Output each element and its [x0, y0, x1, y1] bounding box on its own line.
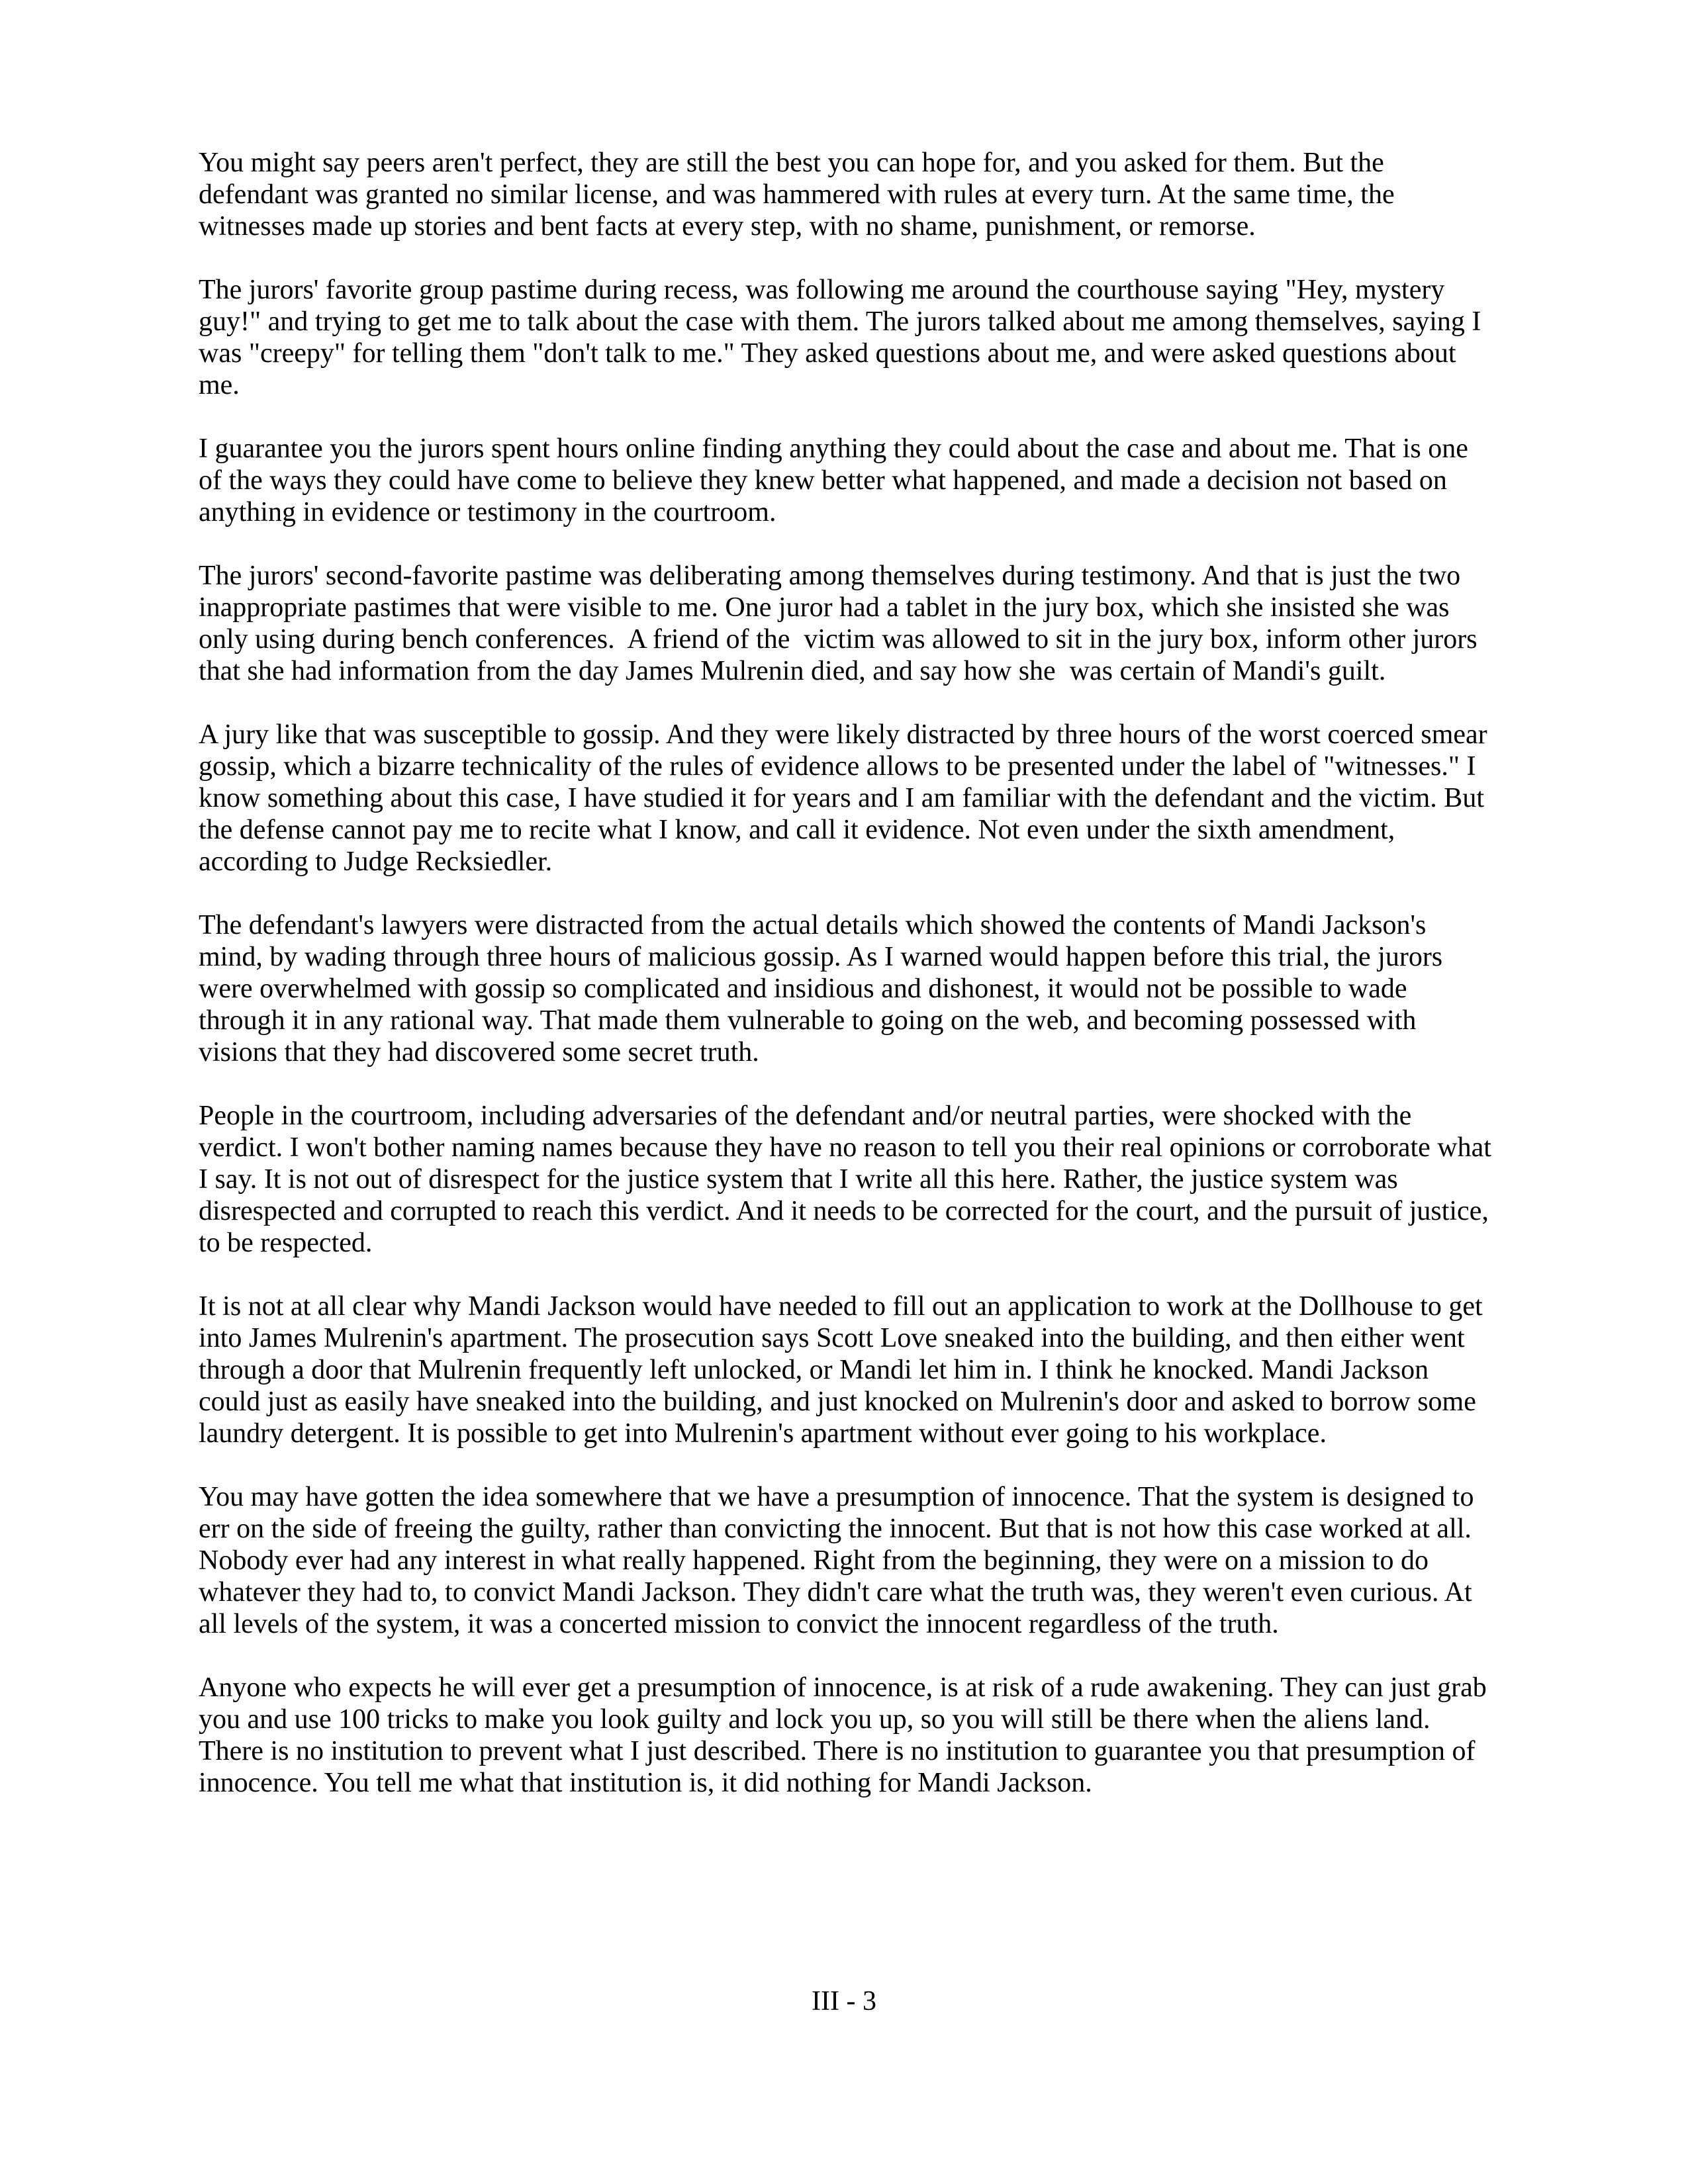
- document-text: [199, 147, 1499, 1831]
- paragraph-2: The jurors' favorite group pastime during recess, was following me around the courthouse saying "Hey, mystery guy!" and trying to get me to talk about the case with them. The jurors talked about me among themselves, saying I was "creepy" for telling them "don't talk to me." They asked questions about me, and were asked questions about me.: [199, 275, 1488, 400]
- paragraph-4: The jurors' second-favorite pastime was deliberating among themselves during testimony. And that is just the two inappropriate pastimes that were visible to me. One juror had a tablet in the jury box, which she insisted she was only using during bench conferences. A friend of the victim was allowed to sit in the jury box, inform other jurors that she had information from the day James Mulrenin died, and say how she was certain of Mandi's guilt.: [199, 561, 1485, 686]
- paragraph-5: A jury like that was susceptible to gossip. And they were likely distracted by three hours of the worst coerced smear gossip, which a bizarre technicality of the rules of evidence allows to be presented under the label of "witnesses." I know something about this case, I have studied it for years and I am familiar with the defendant and the victim. But the defense cannot pay me to recite what I know, and call it evidence. Not even under the sixth amendment, according to Judge Recksiedler.: [199, 719, 1495, 877]
- paragraph-9: You may have gotten the idea somewhere that we have a presumption of innocence. That the system is designed to err on the side of freeing the guilty, rather than convicting the innocent. But that is not how this case worked at all. Nobody ever had any interest in what really happened. Right from the beginning, they were on a mission to do whatever they had to, to convict Mandi Jackson. They didn't care what the truth was, they weren't even curious. At all levels of the system, it was a concerted mission to convict the innocent regardless of the truth.: [199, 1482, 1481, 1639]
- paragraph-1: You might say peers aren't perfect, they are still the best you can hope for, and you asked for them. But the defendant was granted no similar license, and was hammered with rules at every turn. At the same time, the witnesses made up stories and bent facts at every step, with no shame, punishment, or remorse.: [199, 148, 1402, 242]
- paragraph-7: People in the courtroom, including adversaries of the defendant and/or neutral parties, were shocked with the verdict. I won't bother naming names because they have no reason to tell you their real opinions or corroborate what I say. It is not out of disrespect for the justice system that I write all this here. Rather, the justice system was disrespected and corrupted to reach this verdict. And it needs to be corrected for the court, and the pursuit of justice, to be respected.: [199, 1101, 1499, 1258]
- paragraph-10: Anyone who expects he will ever get a presumption of innocence, is at risk of a rude awakening. They can just grab you and use 100 tricks to make you look guilty and lock you up, so you will still be there when the aliens land. There is no institution to prevent what I just described. There is no institution to guarantee you that presumption of innocence. You tell me what that institution is, it did nothing for Mandi Jackson.: [199, 1672, 1494, 1798]
- paragraph-3: I guarantee you the jurors spent hours online finding anything they could about the case and about me. That is one of the ways they could have come to believe they knew better what happened, and made a decision not based on anything in evidence or testimony in the courtroom.: [199, 433, 1476, 527]
- paragraph-8: It is not at all clear why Mandi Jackson would have needed to fill out an application to work at the Dollhouse to get into James Mulrenin's apartment. The prosecution says Scott Love sneaked into the building, and then either went through a door that Mulrenin frequently left unlocked, or Mandi let him in. I think he knocked. Mandi Jackson could just as easily have sneaked into the building, and just knocked on Mulrenin's door and asked to borrow some laundry detergent. It is possible to get into Mulrenin's apartment without ever going to his workplace.: [199, 1291, 1490, 1449]
- paragraph-6: The defendant's lawyers were distracted from the actual details which showed the contents of Mandi Jackson's mind, by wading through three hours of malicious gossip. As I warned would happen before this trial, the jurors were overwhelmed with gossip so complicated and insidious and dishonest, it would not be possible to wade through it in any rational way. That made them vulnerable to going on the web, and becoming possessed with visions that they had discovered some secret truth.: [199, 910, 1450, 1068]
- page-number: III - 3: [812, 1986, 876, 2017]
